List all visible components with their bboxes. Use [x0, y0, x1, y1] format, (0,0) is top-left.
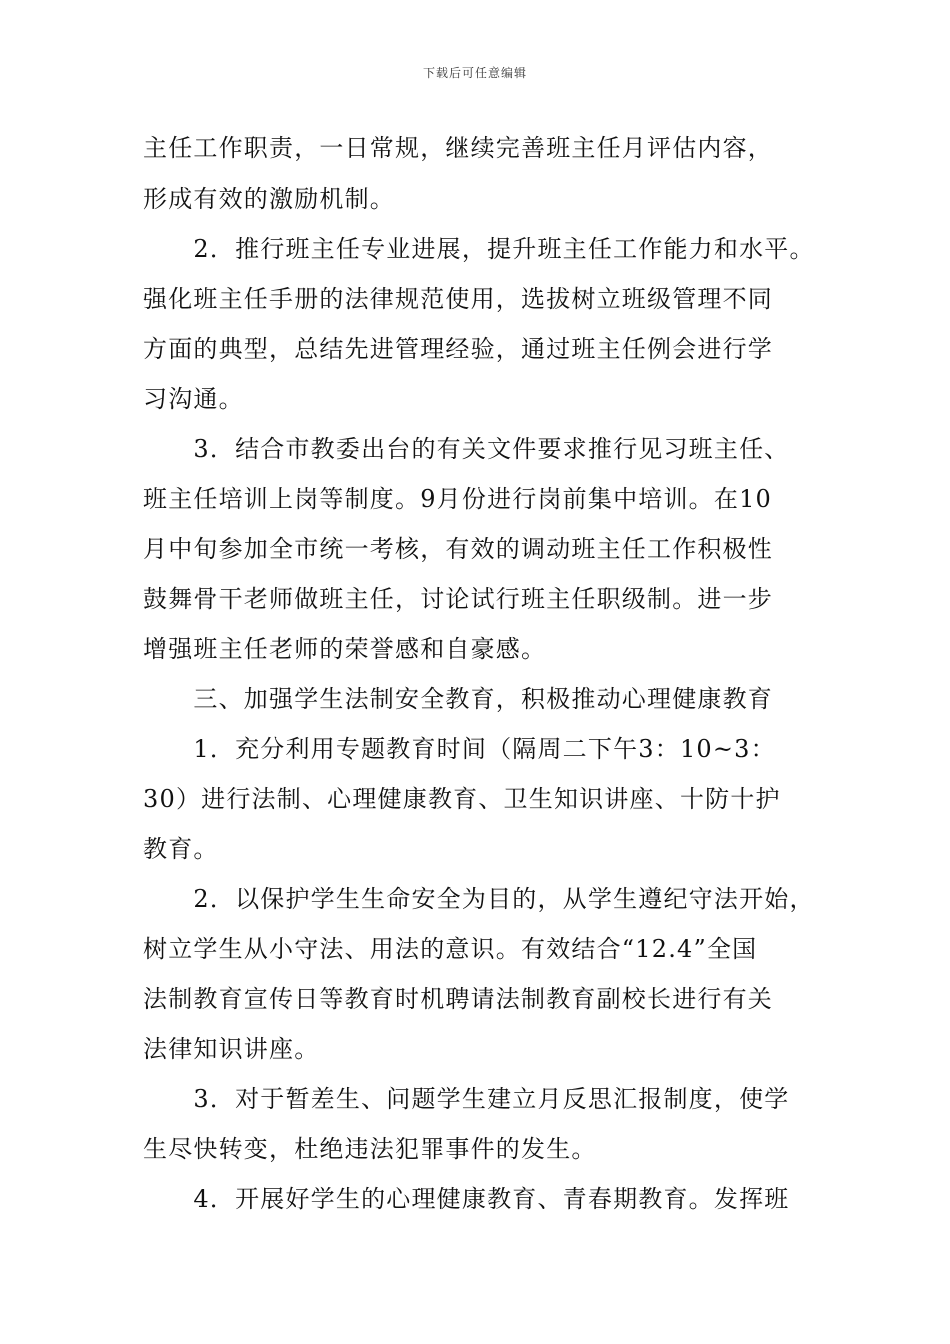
text-line: 30）进行法制、心理健康教育、卫生知识讲座、十防十护: [143, 785, 781, 813]
text-line: 2．以保护学生生命安全为目的，从学生遵纪守法开始，: [143, 885, 815, 913]
text-line: 强化班主任手册的法律规范使用，选拔树立班级管理不同: [143, 285, 773, 313]
text-line: 鼓舞骨干老师做班主任，讨论试行班主任职级制。进一步: [143, 585, 773, 613]
text-line: 4．开展好学生的心理健康教育、青春期教育。发挥班: [143, 1185, 790, 1213]
text-line: 3．对于暂差生、问题学生建立月反思汇报制度，使学: [143, 1085, 790, 1113]
section-heading: 三、加强学生法制安全教育，积极推动心理健康教育: [143, 685, 773, 713]
text-line: 班主任培训上岗等制度。9月份进行岗前集中培训。在10: [143, 485, 773, 513]
text-line: 法律知识讲座。: [143, 1035, 320, 1063]
text-line: 主任工作职责，一日常规，继续完善班主任月评估内容，: [143, 134, 773, 162]
text-line: 教育。: [143, 835, 219, 863]
text-line: 习沟通。: [143, 385, 244, 413]
text-line: 3．结合市教委出台的有关文件要求推行见习班主任、: [143, 435, 790, 463]
text-line: 2．推行班主任专业进展，提升班主任工作能力和水平。: [143, 235, 815, 263]
text-line: 月中旬参加全市统一考核，有效的调动班主任工作积极性: [143, 535, 773, 563]
text-line: 树立学生从小守法、用法的意识。有效结合“12.4”全国: [143, 935, 758, 963]
text-line: 1．充分利用专题教育时间（隔周二下午3：10~3：: [143, 735, 776, 763]
text-line: 生尽快转变，杜绝违法犯罪事件的发生。: [143, 1135, 597, 1163]
text-line: 法制教育宣传日等教育时机聘请法制教育副校长进行有关: [143, 985, 773, 1013]
text-line: 增强班主任老师的荣誉感和自豪感。: [143, 635, 547, 663]
text-line: 方面的典型，总结先进管理经验，通过班主任例会进行学: [143, 335, 773, 363]
page-header-note: 下载后可任意编辑: [422, 66, 527, 80]
text-line: 形成有效的激励机制。: [143, 185, 395, 213]
